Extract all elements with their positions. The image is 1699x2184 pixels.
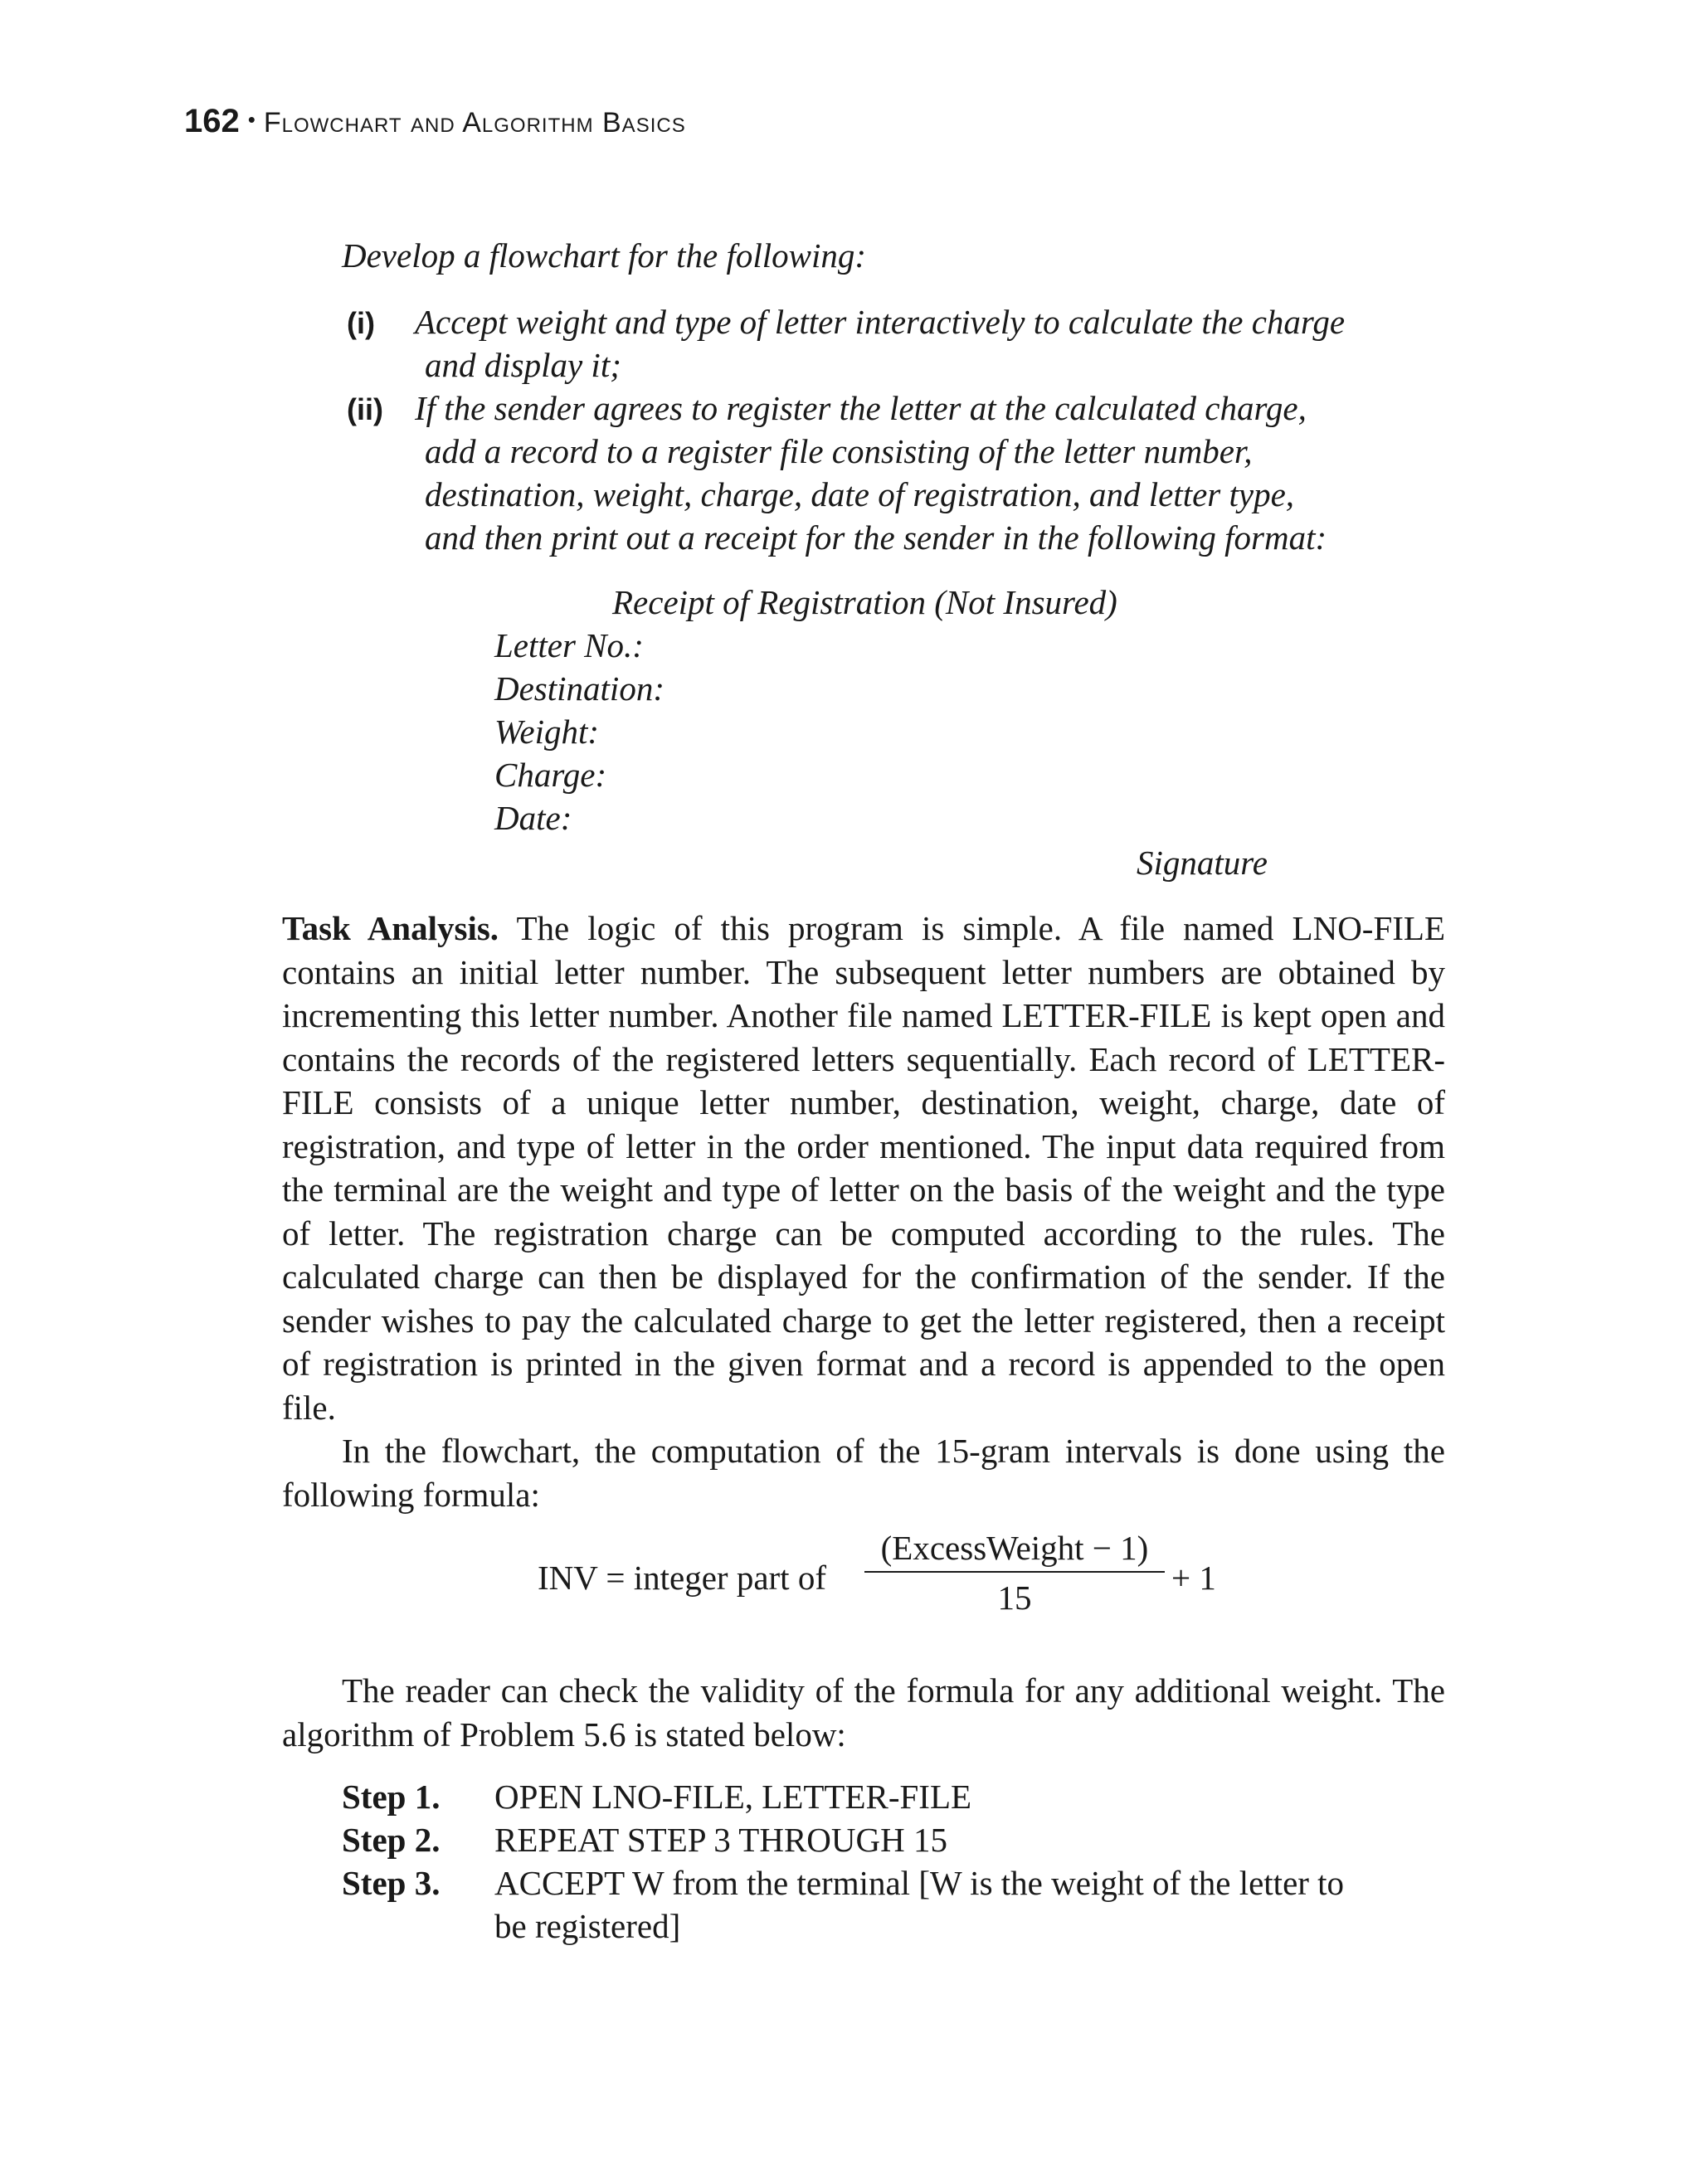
closing-paragraph [282, 1669, 1445, 1756]
formula-numerator: (ExcessWeight − 1) [864, 1528, 1165, 1573]
task-analysis-heading: Task Analysis. [282, 909, 499, 947]
item-ii-line-4: and then print out a receipt for the sender in the following format: [425, 518, 1327, 557]
problem-intro: Develop a flowchart for the following: [342, 236, 867, 275]
flowchart-paragraph-text: In the flowchart, the computation of the 15-gram intervals is done using the following formula: [282, 1432, 1445, 1514]
receipt-field-weight: Weight: [494, 713, 600, 751]
step-text: be registered] [494, 1907, 681, 1945]
item-ii-label: (ii) [347, 392, 383, 426]
task-analysis-paragraph [282, 907, 1445, 1429]
item-i-line-2: and display it; [425, 346, 621, 384]
flowchart-paragraph [282, 1429, 1445, 1516]
formula-denominator: 15 [997, 1578, 1032, 1617]
step-text: OPEN LNO-FILE, LETTER-FILE [494, 1778, 972, 1816]
receipt-title: Receipt of Registration (Not Insured) [612, 583, 1117, 621]
step-label: Step 2. [342, 1821, 441, 1859]
receipt-field-date: Date: [494, 799, 572, 837]
item-ii-line-2: add a record to a register file consisting of the letter number, [425, 432, 1253, 470]
item-ii-line-3: destination, weight, charge, date of registration, and letter type, [425, 475, 1295, 513]
page-number: 162 [184, 103, 240, 139]
receipt-field-destination: Destination: [494, 669, 665, 708]
closing-paragraph-text: The reader can check the validity of the formula for any additional weight. The algorithm of Problem 5.6 is stated below: [282, 1671, 1445, 1754]
task-analysis-text: The logic of this program is simple. A file named LNO-FILE contains an initial letter number. The subsequent letter numbers are obtained by incrementing this letter number. Another file named LETTER-FILE is kept open and contains the records of the registered letters sequentially. Each record of LETTER-FILE consists of a unique letter number, destination, weight, charge, date of registration, and type of letter in the order mentioned. The input data required from the terminal are the weight and type of letter on the basis of the weight and the type of letter. The registration charge can be computed according to the rules. The calculated charge can then be displayed for the confirmation of the sender. If the sender wishes to pay the calculated charge to get the letter registered, then a receipt of registration is printed in the given format and a record is appended to the open file. [282, 909, 1446, 1427]
item-i-label: (i) [347, 306, 375, 340]
receipt-signature: Signature [1137, 844, 1268, 882]
item-i-line-1: Accept weight and type of letter interactively to calculate the charge [415, 303, 1346, 341]
item-ii-line-1: If the sender agrees to register the letter at the calculated charge, [415, 389, 1307, 427]
formula-lhs: INV = integer part of [538, 1559, 826, 1597]
formula-fraction [864, 1528, 1165, 1617]
step-text: ACCEPT W from the terminal [W is the weight of the letter to [494, 1864, 1345, 1902]
formula-tail: + 1 [1171, 1559, 1216, 1597]
header-separator: • [247, 107, 256, 132]
receipt-field-charge: Charge: [494, 756, 607, 794]
step-label: Step 1. [342, 1778, 441, 1816]
receipt-field-letter-no: Letter No.: [494, 626, 644, 664]
running-title: Flowchart and Algorithm Basics [263, 107, 686, 139]
step-label: Step 3. [342, 1864, 441, 1902]
step-text: REPEAT STEP 3 THROUGH 15 [494, 1821, 947, 1859]
running-header [184, 103, 686, 140]
